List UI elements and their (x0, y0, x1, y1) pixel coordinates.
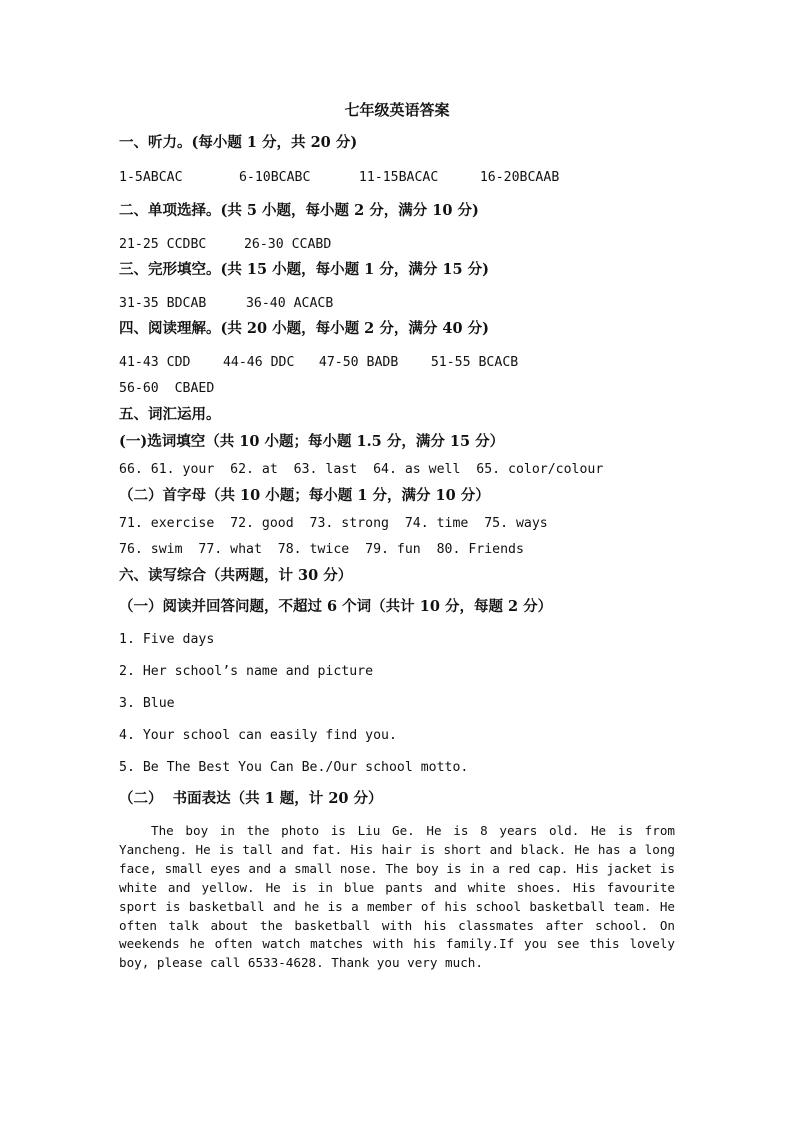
section-5-heading: 五、词汇运用。 (119, 406, 221, 423)
reading-answer-1: 1. Five days (119, 632, 215, 647)
writing-essay: The boy in the photo is Liu Ge. He is 8 years old. He is from Yancheng. He is tall and fat. His hair is short and black. He has a long face, small eyes and a small nose. The boy is in a red cap. His jacket is white and yellow. He is in blue pants and white shoes. His favourite sport is basketball and he is a member of his school basketball team. He often talk about the basketball with his classmates after school. On weekends he often watch matches with his family.If you see this lovely boy, please call 6533-4628. Thank you very much. (119, 823, 675, 971)
reading-answer-2: 2. Her school’s name and picture (119, 664, 374, 679)
section-2-heading: 二、单项选择。(共 5 小题，每小题 2 分，满分 10 分) (119, 202, 479, 219)
answer-group: 47-50 BADB (318, 355, 399, 370)
answer-group: 21-25 CCDBC (119, 237, 207, 252)
section-5a-answers: 66. 61. your 62. at 63. last 64. as well 65. color/colour (119, 462, 604, 477)
section-3-answers (119, 295, 333, 313)
answer-group: 36-40 ACACB (245, 296, 334, 311)
section-3-heading: 三、完形填空。(共 15 小题，每小题 1 分，满分 15 分) (119, 261, 489, 278)
answer-group: 6-10BCABC (238, 170, 311, 185)
reading-answer-4: 4. Your school can easily find you. (119, 728, 397, 743)
section-6-heading: 六、读写综合（共两题，计 30 分） (119, 567, 353, 584)
answer-group: 51-55 BCACB (430, 355, 519, 370)
section-4-answers-row-2: 56-60 CBAED (119, 381, 215, 396)
section-2-answers (119, 236, 331, 254)
section-4-heading: 四、阅读理解。(共 20 小题，每小题 2 分，满分 40 分) (119, 320, 489, 337)
section-1-answers (119, 169, 559, 187)
answer-group: 1-5ABCAC (119, 170, 183, 185)
answer-group: 41-43 CDD (119, 355, 191, 370)
page-title: 七年级英语答案 (344, 101, 450, 119)
answer-group: 31-35 BDCAB (119, 296, 207, 311)
reading-answer-5: 5. Be The Best You Can Be./Our school motto. (119, 760, 469, 775)
section-5b-answers-row-2: 76. swim 77. what 78. twice 79. fun 80. Friends (119, 542, 524, 557)
answer-group: 44-46 DDC (222, 355, 295, 370)
answer-group: 16-20BCAAB (479, 170, 560, 185)
reading-answer-3: 3. Blue (119, 696, 175, 711)
section-5a-heading: (一)选词填空（共 10 小题；每小题 1.5 分，满分 15 分） (119, 433, 505, 450)
section-1-heading: 一、听力。(每小题 1 分，共 20 分) (119, 134, 358, 151)
section-6b-heading: （二） 书面表达（共 1 题，计 20 分） (119, 790, 383, 807)
answer-group: 26-30 CCABD (243, 237, 332, 252)
section-6a-heading: （一）阅读并回答问题，不超过 6 个词（共计 10 分，每题 2 分） (119, 598, 553, 615)
answer-group: 11-15BACAC (358, 170, 439, 185)
section-4-answers-row-1 (119, 354, 518, 372)
section-5b-answers-row-1: 71. exercise 72. good 73. strong 74. time 75. ways (119, 516, 548, 531)
section-5b-heading: （二）首字母（共 10 小题；每小题 1 分，满分 10 分） (119, 487, 490, 504)
